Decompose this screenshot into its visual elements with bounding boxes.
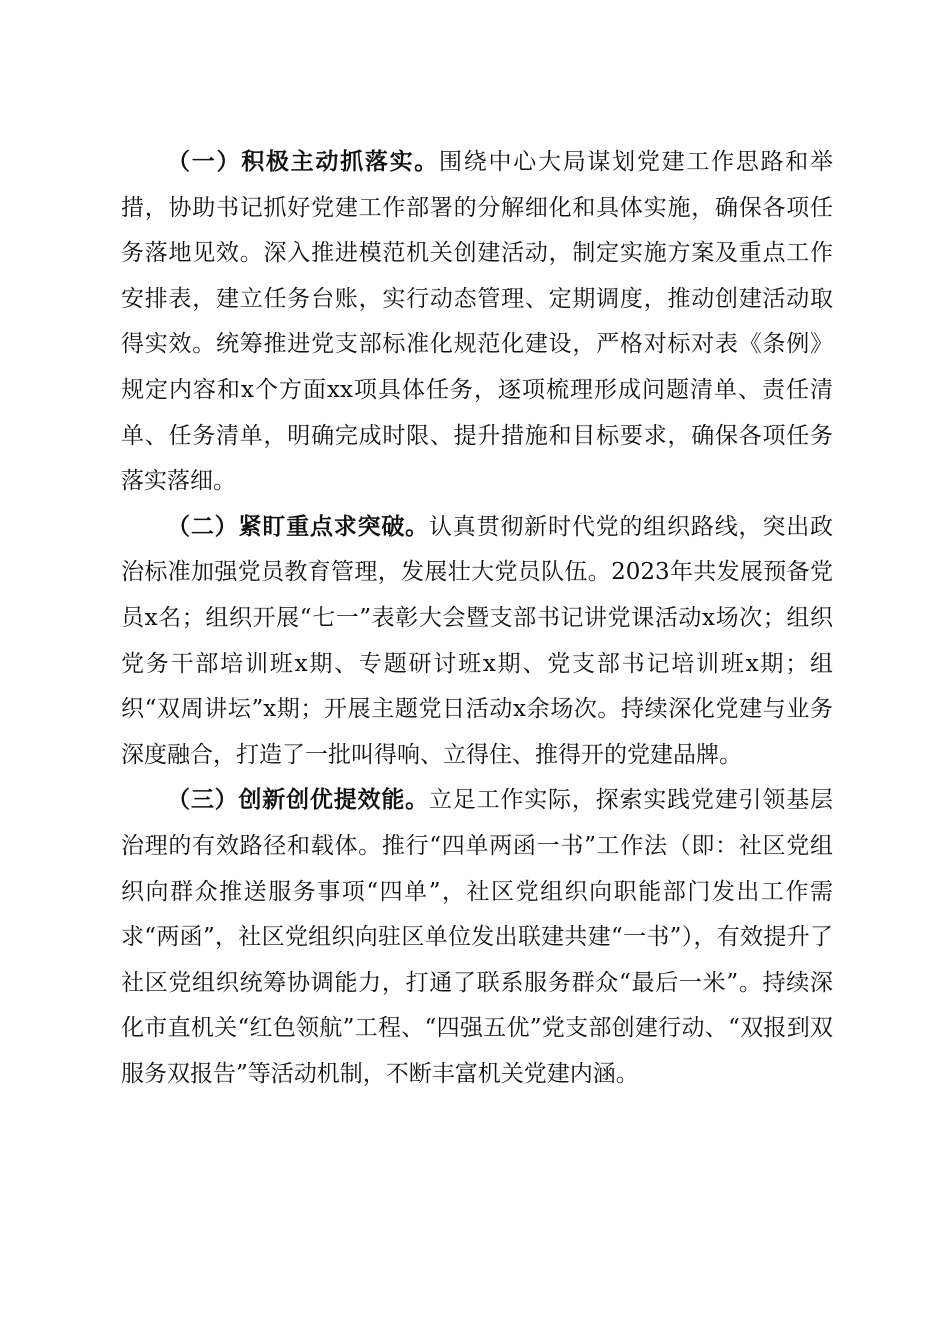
paragraph-1 <box>121 140 833 505</box>
document-body <box>121 140 833 1097</box>
paragraph-1-text: 围绕中心大局谋划党建工作思路和举措，协助书记抓好党建工作部署的分解细化和具体实施，确保各项任务落地见效。深入推进模范机关创建活动，制定实施方案及重点工作安排表，建立任务台账，实行动态管理、定期调度，推动创建活动取得实效。统筹推进党支部标准化规范化建设，严格对标对表《条例》规定内容和x个方面xx项具体任务，逐项梳理形成问题清单、责任清单、任务清单，明确完成时限、提升措施和目标要求，确保各项任务落实落细。 <box>121 149 834 495</box>
paragraph-2-text: 认真贯彻新时代党的组织路线，突出政治标准加强党员教育管理，发展壮大党员队伍。2023年共发展预备党员x名；组织开展“七一”表彰大会暨支部书记讲党课活动x场次；组织党务干部培训班x期、专题研讨班x期、党支部书记培训班x期；组织“双周讲坛”x期；开展主题党日活动x余场次。持续深化党建与业务深度融合，打造了一批叫得响、立得住、推得开的党建品牌。 <box>121 513 834 768</box>
paragraph-3-heading: （三）创新创优提效能。 <box>167 787 429 814</box>
paragraph-3-text: 立足工作实际，探索实践党建引领基层治理的有效路径和载体。推行“四单两函一书”工作法（即：社区党组织向群众推送服务事项“四单”，社区党组织向职能部门发出工作需求“两函”，社区党组织向驻区单位发出联建共建“一书”），有效提升了社区党组织统筹协调能力，打通了联系服务群众“最后一米”。持续深化市直机关“红色领航”工程、“四强五优”党支部创建行动、“双报到双服务双报告”等活动机制，不断丰富机关党建内涵。 <box>121 787 834 1087</box>
paragraph-1-heading: （一）积极主动抓落实。 <box>167 149 440 175</box>
paragraph-3 <box>121 778 833 1097</box>
paragraph-2-heading: （二）紧盯重点求突破。 <box>167 513 429 540</box>
paragraph-2 <box>121 505 833 779</box>
